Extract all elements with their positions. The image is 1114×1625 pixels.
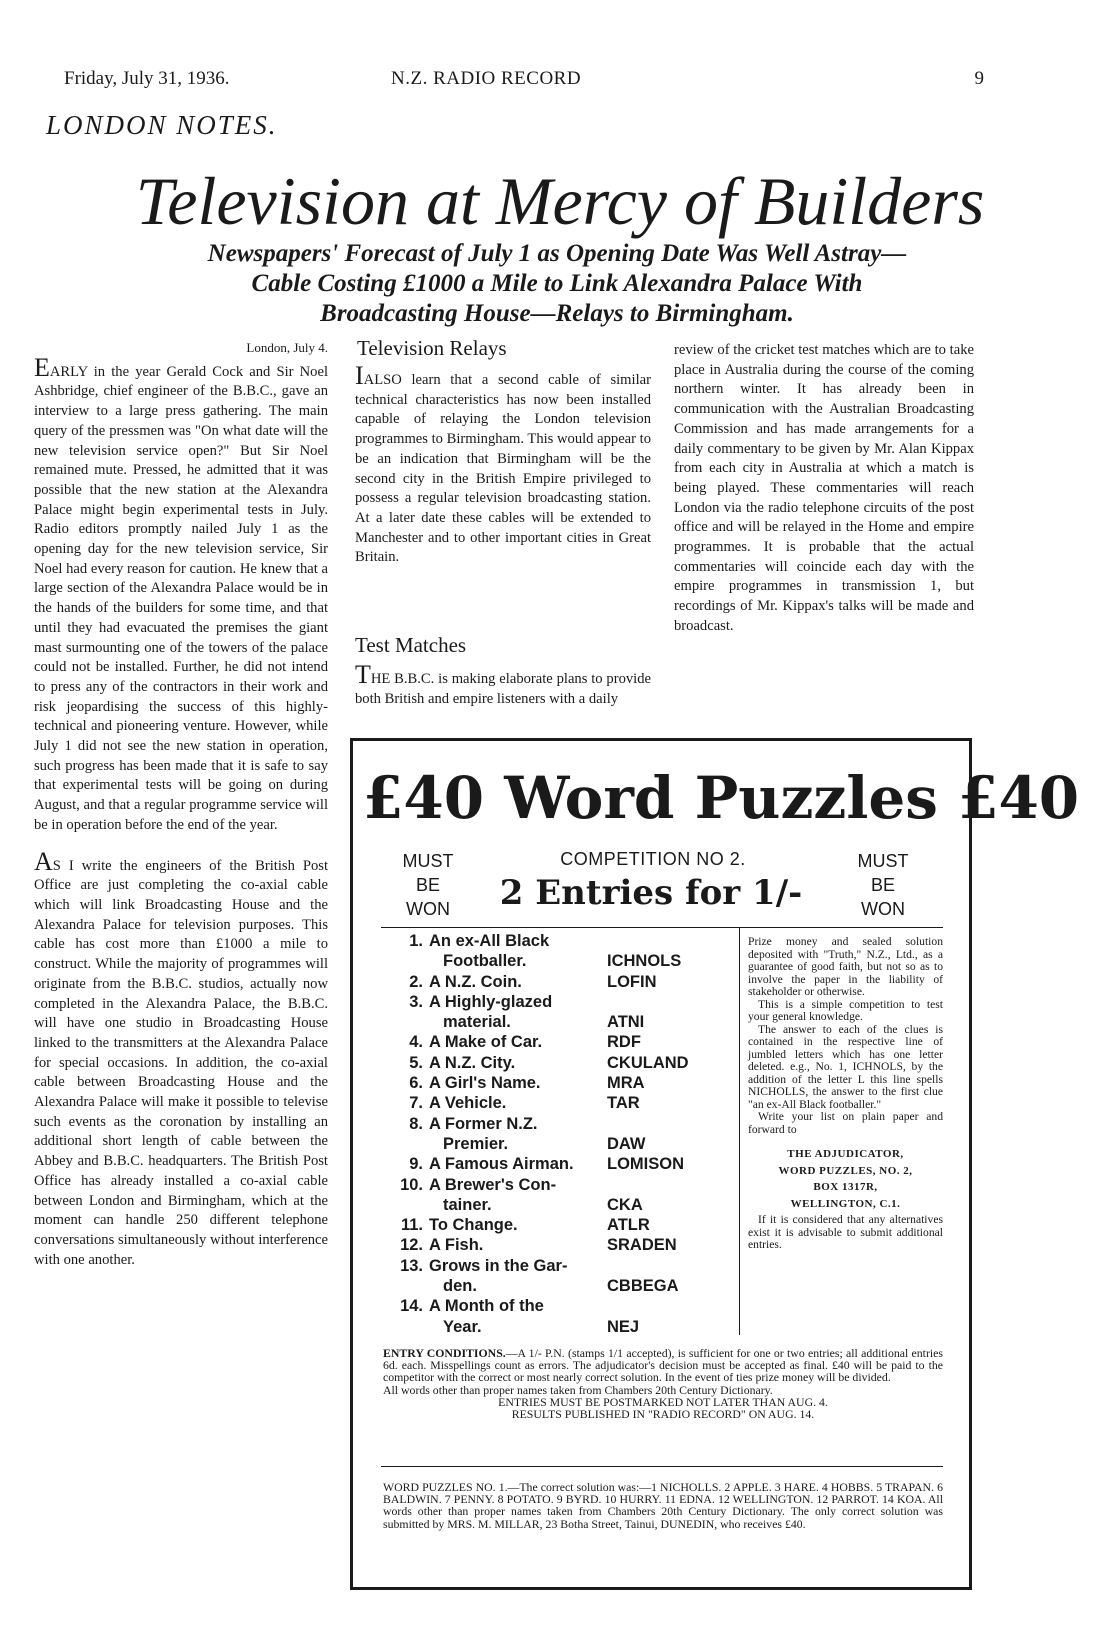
clue-text: A Month of the	[429, 1297, 544, 1316]
clue-text: A Famous Airman.	[429, 1155, 574, 1174]
must-be-won-left	[393, 849, 463, 921]
clue-text: To Change.	[429, 1216, 518, 1235]
clue-number: 3.	[409, 992, 423, 1011]
ad-title: £40 Word Puzzles £40	[363, 764, 1080, 832]
clue-number: 9.	[409, 1155, 423, 1174]
section-label: LONDON NOTES.	[46, 110, 278, 140]
clue-row	[393, 1296, 733, 1316]
clue-row	[393, 1256, 733, 1276]
conditions-label: ENTRY CONDITIONS.	[383, 1346, 506, 1360]
clue-text: A Girl's Name.	[429, 1074, 541, 1093]
clue-answer-jumble: CKULAND	[607, 1053, 689, 1072]
clue-number: 14.	[400, 1297, 423, 1316]
subhead-television-relays: Television Relays	[357, 336, 507, 360]
clue-number: 2.	[409, 972, 423, 991]
clue-text: A Highly-glazed	[429, 992, 553, 1011]
clue-number: 6.	[409, 1074, 423, 1093]
competition-number: COMPETITION NO 2.	[560, 849, 746, 869]
entry-conditions	[383, 1347, 943, 1420]
words-note: All words other than proper names taken from Chambers 20th Century Dictionary.	[383, 1382, 773, 1397]
clue-text: A N.Z. City.	[429, 1053, 516, 1072]
article-column-1	[34, 338, 328, 1270]
entries-price: 2 Entries for 1/-	[499, 873, 803, 913]
clue-row	[393, 992, 733, 1012]
clue-list	[393, 931, 733, 1337]
paragraph-text: ALSO learn that a second cable of similar technical characteristics has now been installed capable of relaying the London television programmes to Birmingham. This would appear to be an indication that Birmingham will be the second city in the British Empire privileged to possess a regular television broadcasting station. At a later date these cables will be extended to Manchester and to other important cities in Great Britain.	[355, 372, 652, 566]
clue-row	[393, 1195, 733, 1215]
clue-text: material.	[443, 1013, 511, 1032]
clue-number: 12.	[400, 1236, 423, 1255]
clue-number: 8.	[409, 1114, 423, 1133]
must-word: BE	[870, 875, 895, 895]
must-be-won-right	[848, 849, 918, 921]
must-word: MUST	[857, 851, 909, 871]
clue-text: tainer.	[443, 1195, 492, 1214]
clue-number: 10.	[400, 1175, 423, 1194]
rules-text: The answer to each of the clues is contained in the respective line of jumbled letters which has one letter deleted. e.g., No. 1, ICHNOLS, by the addition of the letter L this line spells NICHOLLS, the answer to the first clue "an ex-All Black footballer."	[748, 1022, 943, 1111]
subheadline-line-2: Cable Costing £1000 a Mile to Link Alexandra Palace With	[251, 270, 863, 297]
clue-answer-jumble: NEJ	[607, 1317, 640, 1336]
clue-text: A Brewer's Con-	[429, 1175, 557, 1194]
page-number: 9	[974, 68, 984, 89]
must-word: WON	[406, 899, 450, 919]
clue-row	[393, 1235, 733, 1255]
conditions-body: —A 1/- P.N. (stamps 1/1 accepted), is sufficient for one or two entries; all additional entries 6d. each. Misspellings count as errors. The adjudicator's decision must be accepted as final. £40 will be paid to the competitor with the correct or most nearly correct solution. In the event of ties prize money will be divided.	[383, 1346, 943, 1385]
clue-answer-jumble: ATLR	[607, 1216, 650, 1235]
clue-text: A Former N.Z.	[429, 1114, 538, 1133]
publication-name: N.Z. RADIO RECORD	[391, 68, 582, 89]
rules-text: Prize money and sealed solution deposited with "Truth," N.Z., Ltd., as a guarantee of good faith, but not so as to involve the paper in the liability of stakeholder or otherwise.	[748, 935, 943, 998]
clue-answer-jumble: TAR	[607, 1094, 640, 1113]
clue-answer-jumble: LOMISON	[607, 1155, 684, 1174]
clue-answer-jumble: CKA	[607, 1195, 643, 1214]
clue-number: 11.	[400, 1216, 423, 1235]
rules-text: Write your list on plain paper and forward to	[748, 1110, 943, 1136]
rules-text: This is a simple competition to test your general knowledge.	[748, 997, 943, 1023]
clue-row	[393, 951, 733, 971]
address-line: WORD PUZZLES, NO. 2,	[778, 1164, 913, 1177]
divider	[381, 927, 943, 928]
word-puzzles-advertisement	[350, 738, 1080, 1590]
address-line: WELLINGTON, C.1.	[790, 1197, 901, 1210]
clue-row	[393, 1154, 733, 1174]
drop-cap: E	[34, 352, 50, 382]
clue-number: 5.	[409, 1053, 423, 1072]
drop-cap: T	[355, 660, 371, 689]
clue-number: 13.	[400, 1256, 423, 1275]
clue-answer-jumble: RDF	[607, 1033, 641, 1052]
article-paragraph	[355, 660, 651, 709]
dateline: London, July 4.	[246, 340, 328, 355]
must-word: WON	[861, 899, 905, 919]
clue-number: 1.	[409, 932, 423, 950]
article-paragraph: review of the cricket test matches which are to take place in Australia during the course of the coming northern winter. It has already been in communication with the Australian Broadcasting Commission and has made arrangements for a daily commentary to be given by Mr. Alan Kippax from each city in Australia at which a match is being played. These commentaries will reach London via the radio telephone circuits of the post office and will be relayed in the Home and empire programmes. It is probable that the actual commentaries will coincide each day with the empire programmes in transmission 1, but recordings of Mr. Kippax's talks will be made and broadcast.	[674, 342, 974, 634]
divider	[381, 1466, 943, 1467]
clue-text: Year.	[443, 1317, 482, 1336]
clue-answer-jumble: CBBEGA	[607, 1277, 679, 1296]
must-word: BE	[415, 875, 440, 895]
clue-text: A Vehicle.	[429, 1094, 507, 1113]
drop-cap: A	[34, 846, 53, 876]
clue-row	[393, 1053, 733, 1073]
drop-cap: I	[355, 361, 364, 390]
clue-row	[393, 1073, 733, 1093]
must-word: MUST	[402, 851, 454, 871]
clue-text: Premier.	[443, 1134, 509, 1153]
clue-answer-jumble: LOFIN	[607, 972, 657, 991]
clue-answer-jumble: SRADEN	[607, 1236, 677, 1255]
clue-text: den.	[443, 1277, 477, 1296]
clue-answer-jumble: MRA	[607, 1074, 645, 1093]
clue-number: 7.	[409, 1094, 423, 1113]
subhead-test-matches: Test Matches	[355, 633, 467, 657]
address-line: THE ADJUDICATOR,	[787, 1148, 904, 1160]
postmark-deadline: ENTRIES MUST BE POSTMARKED NOT LATER THAN AUG. 4.	[498, 1394, 828, 1409]
clue-text: An ex-All Black	[429, 932, 550, 950]
clue-row	[393, 1114, 733, 1134]
clue-text: A Fish.	[429, 1236, 484, 1255]
article-paragraph	[34, 352, 328, 836]
page-header	[64, 68, 984, 98]
clue-row	[393, 1175, 733, 1195]
rules-text: If it is considered that any alternatives exist it is advisable to submit additional entries.	[748, 1213, 943, 1251]
clue-row	[393, 1215, 733, 1235]
subheadline-line-1: Newspapers' Forecast of July 1 as Opening Date Was Well Astray—	[207, 240, 907, 267]
clue-row	[393, 1032, 733, 1052]
clue-row	[393, 1134, 733, 1154]
clue-text: A Make of Car.	[429, 1033, 543, 1052]
paragraph-text: ARLY in the year Gerald Cock and Sir Noel Ashbridge, chief engineer of the B.B.C., gave an interview to a large press gathering. The main query of the pressmen was "On what date will the new television service open?" But Sir Noel remained mute. Pressed, he admitted that it was possible that the new station at the Alexandra Palace might begin experimental tests in July. Radio editors promptly nailed July 1 as the opening day for the new television service, Sir Noel had every reason for caution. He knew that a large section of the Alexandra Palace would be in the hands of the builders for some time, and that until they had evacuated the premises the giant mast surmounting one of the towers of the palace could not be installed. Further, he did not intend to press any of the contractors in their work and risk jeopardising the success of this highly-technical and pioneering venture. However, while July 1 did not see the new station in operation, such progress has been made that it is safe to say that experimental tests will be going on during August, and that a regular programme service will be in operation before the end of the year.	[34, 363, 328, 833]
clue-answer-jumble: DAW	[607, 1134, 646, 1153]
subheadline-line-3: Broadcasting House—Relays to Birmingham.	[320, 300, 794, 327]
article-column-2a	[355, 361, 652, 568]
clue-row	[393, 931, 733, 951]
article-paragraph	[34, 846, 328, 1271]
headline: Television at Mercy of Builders	[135, 163, 985, 239]
paragraph-text: HE B.B.C. is making elaborate plans to provide both British and empire listeners with a daily	[355, 671, 651, 707]
article-column-3	[674, 341, 974, 637]
clue-answer-jumble: ATNI	[607, 1013, 645, 1032]
clue-number: 4.	[409, 1033, 423, 1052]
address-line: BOX 1317R,	[813, 1181, 878, 1193]
divider	[739, 927, 740, 1335]
clue-text: A N.Z. Coin.	[429, 972, 522, 991]
results-notice: RESULTS PUBLISHED IN "RADIO RECORD" ON AUG. 14.	[511, 1407, 815, 1422]
clue-row	[393, 1317, 733, 1337]
conditions-text	[383, 1347, 943, 1384]
clue-row	[393, 1012, 733, 1032]
clue-text: Grows in the Gar-	[429, 1256, 568, 1275]
issue-date: Friday, July 31, 1936.	[64, 68, 230, 89]
article-column-2b	[355, 660, 651, 709]
clue-row	[393, 1093, 733, 1113]
article-paragraph	[355, 361, 652, 568]
previous-solution: WORD PUZZLES NO. 1.—The correct solution was:—1 NICHOLLS. 2 APPLE. 3 HARE. 4 HOBBS. 5 TRAPAN. 6 BALDWIN. 7 PENNY. 8 POTATO. 9 BYRD. 10 HURRY. 11 EDNA. 12 WELLINGTON. 12 PARROT. 14 KOA. All words other than proper names taken from Chambers 20th Century Dictionary. The only correct solution was submitted by MRS. M. MILLAR, 23 Botha Street, Tainui, DUNEDIN, who receives £40.	[383, 1480, 943, 1531]
clue-answer-jumble: ICHNOLS	[607, 952, 682, 971]
clue-row	[393, 1276, 733, 1296]
clue-row	[393, 972, 733, 992]
clue-text: Footballer.	[443, 952, 527, 971]
paragraph-text: S I write the engineers of the British Post Office are just completing the co-axial cable which will link Broadcasting House and the Alexandra Palace for television purposes. This cable has cost more than £1000 a mile to construct. While the majority of programmes will originate from the B.B.C. studios, actually now completed in the Alexandra Palace, the B.B.C. will have one studio in Broadcasting House linked to the transmitters at the Alexandra Palace for special occasions. In addition, the co-axial cable between Broadcasting House and the Alexandra Palace will make it possible to televise such events as the coronation by installing an additional short length of cable between the Abbey and B.B.C. headquarters. The British Post Office has already installed a co-axial cable between London and Birmingham, which at the moment can handle 250 different telephone conversations simultaneously without interference with one another.	[34, 857, 328, 1268]
competition-rules	[748, 936, 943, 1252]
